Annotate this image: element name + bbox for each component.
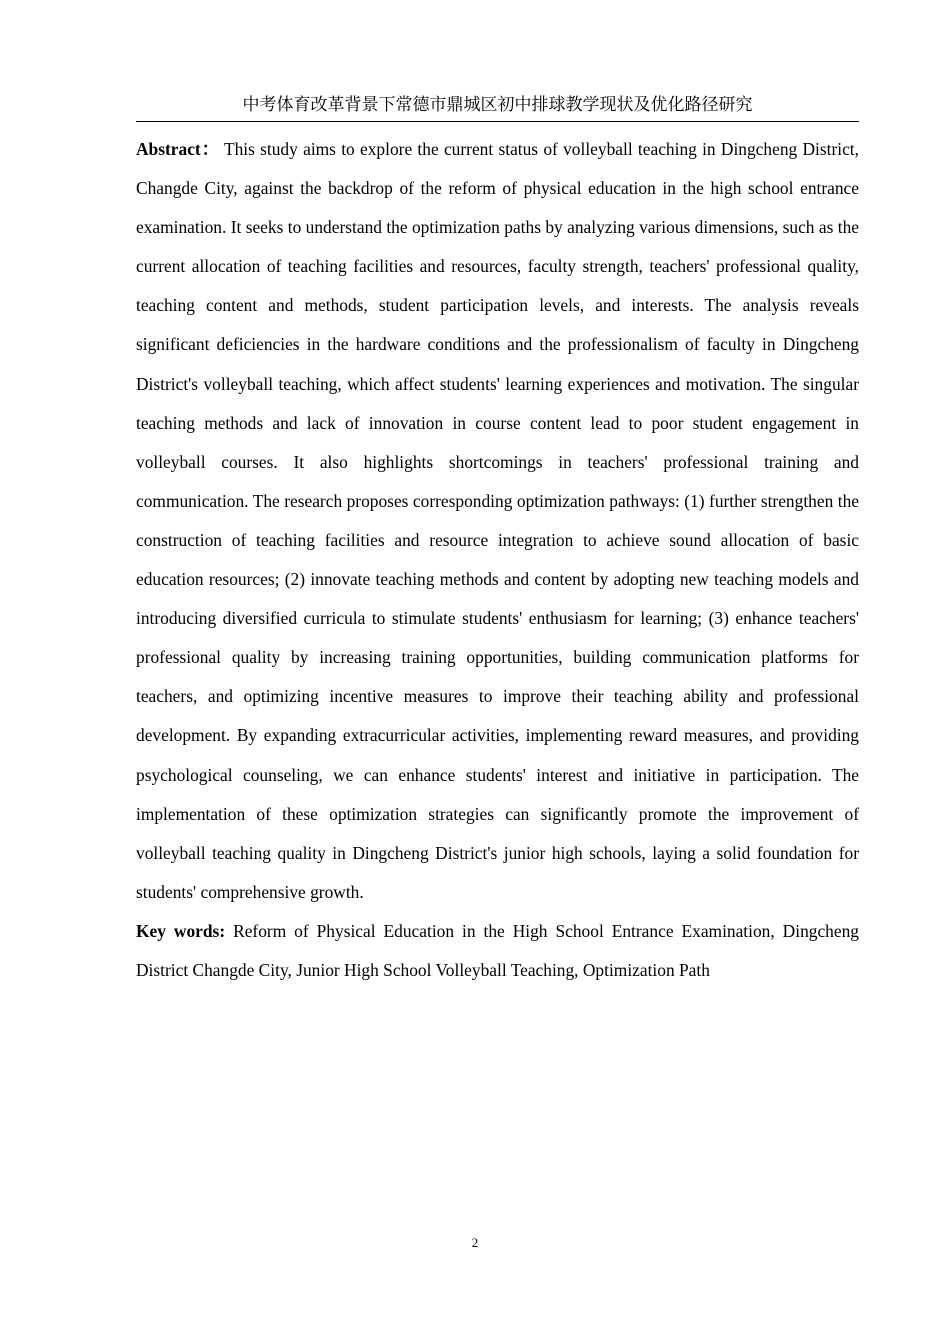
abstract-text: This study aims to explore the current status of volleyball teaching in Dingcheng District, Changde City, against the backdrop of the reform of physical education in the high school entrance examination. It seeks to understand the optimization paths by analyzing various dimensions, such as the current allocation of teaching facilities and resources, faculty strength, teachers' professional quality, teaching content and methods, student participation levels, and interests. The analysis reveals significant deficiencies in the hardware conditions and the professionalism of faculty in Dingcheng District's volleyball teaching, which affect students' learning experiences and motivation. The singular teaching methods and lack of innovation in course content lead to poor student engagement in volleyball courses. It also highlights shortcomings in teachers' professional training and communication. The research proposes corresponding optimization pathways: (1) further strengthen the construction of teaching facilities and resource integration to achieve sound allocation of basic education resources; (2) innovate teaching methods and content by adopting new teaching models and introducing diversified curricula to stimulate students' enthusiasm for learning; (3) enhance teachers' professional quality by increasing training opportunities, building communication platforms for teachers, and optimizing incentive measures to improve their teaching ability and professional development. By expanding extracurricular activities, implementing reward measures, and providing psychological counseling, we can enhance students' interest and initiative in participation. The implementation of these optimization strategies can significantly promote the improvement of volleyball teaching quality in Dingcheng District's junior high schools, laying a solid foundation for students' comprehensive growth. xyxy=(136,139,859,902)
abstract-label: Abstract： xyxy=(136,139,220,159)
page-number: 2 xyxy=(471,1235,479,1250)
keywords-paragraph xyxy=(136,912,859,990)
abstract-section xyxy=(136,130,859,990)
keywords-text: Reform of Physical Education in the High School Entrance Examination, Dingcheng District Changde City, Junior High School Volleyball Teaching, Optimization Path xyxy=(136,920,859,980)
abstract-paragraph xyxy=(136,130,859,912)
running-header: 中考体育改革背景下常德市鼎城区初中排球教学现状及优化路径研究 xyxy=(136,93,859,122)
keywords-label: Key words: xyxy=(136,920,226,941)
